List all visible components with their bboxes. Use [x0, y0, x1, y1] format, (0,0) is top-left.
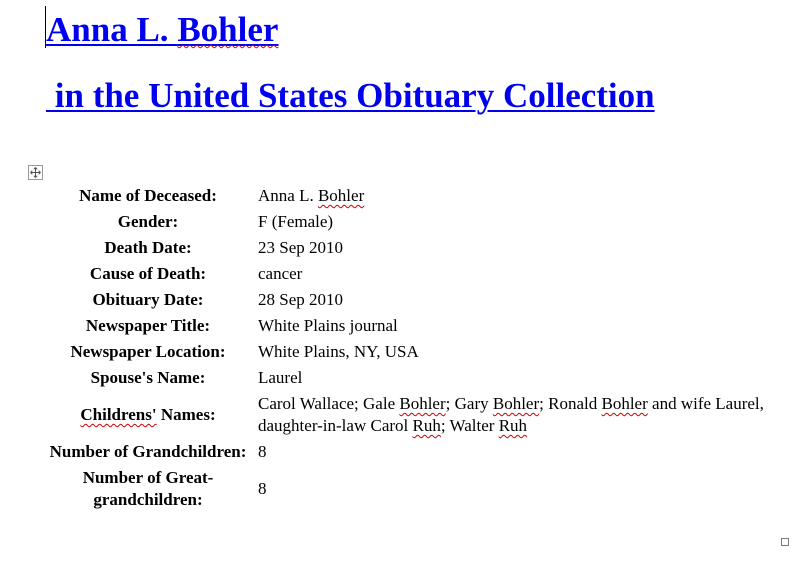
spellcheck-word: Ruh — [412, 416, 441, 435]
field-value: 28 Sep 2010 — [258, 290, 343, 309]
spellcheck-word: Bohler — [317, 186, 365, 205]
table-row — [38, 287, 768, 313]
field-label: Obituary Date: — [92, 290, 204, 309]
move-icon — [30, 167, 41, 178]
field-value-children: Carol Wallace; Gale Bohler; Gary Bohler; Ronald Bohler and wife Laurel, daughter-in-law Carol Ruh; Walter Ruh — [258, 394, 764, 435]
table-row — [38, 465, 768, 513]
page-title-collection[interactable]: in the United States Obituary Collection — [46, 76, 655, 115]
obituary-details-table — [38, 183, 768, 513]
field-label-childrens: Childrens' Names: — [80, 405, 216, 424]
field-label: Cause of Death: — [89, 264, 207, 283]
field-value: White Plains journal — [258, 316, 398, 335]
title-name-first: Anna L. — [46, 10, 178, 49]
field-label: Number of Great-grandchildren: — [82, 468, 214, 509]
field-value-deceased: Anna L. Bohler — [258, 186, 365, 205]
field-label: Name of Deceased: — [79, 186, 217, 205]
spellcheck-word: Childrens' — [80, 405, 157, 424]
table-row — [38, 439, 768, 465]
field-value: F (Female) — [258, 212, 334, 231]
field-label: Gender: — [117, 212, 179, 231]
field-value: Laurel — [258, 368, 303, 387]
table-row — [38, 235, 768, 261]
spellcheck-word: Bohler — [492, 394, 540, 413]
spellcheck-word: Ruh — [498, 416, 528, 435]
field-value: cancer — [258, 264, 303, 283]
table-row — [38, 313, 768, 339]
table-row — [38, 183, 768, 209]
field-label: Spouse's Name: — [90, 368, 206, 387]
table-row — [38, 261, 768, 287]
table-move-handle[interactable] — [28, 165, 43, 180]
table-row — [38, 365, 768, 391]
title-name-last: Bohler — [177, 10, 279, 49]
field-value: White Plains, NY, USA — [258, 342, 419, 361]
table-row — [38, 209, 768, 235]
spellcheck-word: Bohler — [399, 394, 446, 413]
page-title-name[interactable] — [46, 12, 278, 47]
field-label: Death Date: — [104, 238, 192, 257]
field-label: Number of Grandchildren: — [49, 442, 247, 461]
field-value: 8 — [258, 442, 267, 461]
spellcheck-word: Bohler — [601, 394, 648, 413]
table-resize-handle[interactable] — [781, 538, 789, 546]
table-row — [38, 391, 768, 439]
field-value: 8 — [258, 479, 267, 498]
field-label: Newspaper Location: — [70, 342, 226, 361]
field-value: 23 Sep 2010 — [258, 238, 343, 257]
field-label: Newspaper Title: — [85, 316, 211, 335]
table-row — [38, 339, 768, 365]
